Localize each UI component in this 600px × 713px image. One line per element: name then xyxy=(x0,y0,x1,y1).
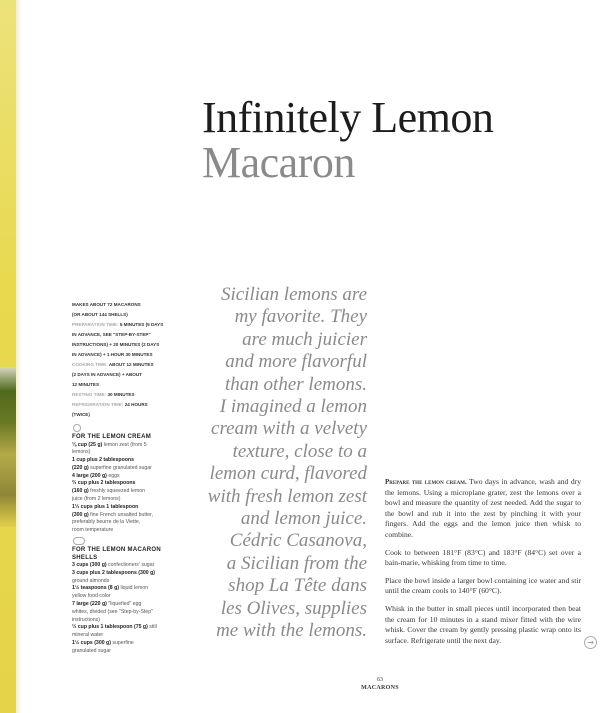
ingredient-name: still xyxy=(149,624,157,631)
meta-line xyxy=(72,310,190,320)
lemon-cream-ingredients xyxy=(72,434,190,535)
ingredient-line xyxy=(72,562,190,570)
ingredient-name: fine French unsalted butter, xyxy=(90,511,154,518)
meta-line xyxy=(72,320,190,330)
quote-line: Sicilian lemons are xyxy=(221,284,367,305)
meta-value: MAKES ABOUT 72 MACARONS xyxy=(72,302,141,307)
ingredient-line xyxy=(72,449,190,457)
meta-line xyxy=(72,340,190,350)
ingredient-name: eggs xyxy=(108,472,120,479)
meta-label: REFRIGERATION TIME: xyxy=(72,402,125,407)
quote-line: shop La Tête dans xyxy=(228,575,367,597)
ingredient-line xyxy=(72,640,190,648)
ingredient-quantity: 7 large (220 g) xyxy=(72,600,109,607)
bullet-circle-icon xyxy=(73,424,81,432)
quote-line: and lemon juice. xyxy=(240,508,367,530)
quote-line: me with the lemons. xyxy=(216,620,367,642)
ingredient-line xyxy=(72,624,190,632)
meta-line xyxy=(72,350,190,360)
ingredient-name: lemon zest (from 5 xyxy=(103,441,147,448)
meta-label: RESTING TIME: xyxy=(72,392,108,397)
ingredient-name: lemons) xyxy=(72,449,91,456)
quote-line: les Olives, supplies xyxy=(220,597,367,619)
step-text: Two days in advance, wash and dry the lemons. Using a microplane grater, zest the lemons over a bowl and measure the quantity of zest needed. Add the sugar to the bowl and rub it into the zest by pinching it with your fingers. Add the eggs and the lemon juice then whisk to combine. xyxy=(385,477,582,539)
section-name: MACARONS xyxy=(361,685,399,691)
meta-line xyxy=(72,300,190,310)
instruction-paragraph: Place the bowl inside a larger bowl containing ice water and stir until the cream cools to 140°F (60°C). xyxy=(385,575,581,596)
ingredient-name: room temperature xyxy=(72,527,114,534)
quote-line: than other lemons. xyxy=(225,373,367,395)
ingredient-line xyxy=(72,473,190,481)
quote-line: a Sicilian from the xyxy=(226,552,367,574)
ingredient-line xyxy=(72,496,190,504)
quote-line: and more flavorful xyxy=(225,351,367,373)
ingredient-quantity: ⅓ cup plus 1 tablespoon (75 g) xyxy=(72,624,150,631)
meta-value: IN ADVANCE) + 1 HOUR 30 MINUTES xyxy=(72,352,153,357)
quote-line: cream with a velvety xyxy=(211,418,367,440)
meta-value: (OR ABOUT 144 SHELLS) xyxy=(72,312,128,317)
ingredient-quantity: 1½ cups (300 g) xyxy=(72,639,113,646)
meta-line xyxy=(72,380,190,390)
ingredient-line xyxy=(72,570,190,578)
ingredient-line xyxy=(72,480,190,488)
recipe-meta xyxy=(72,300,190,420)
quote-line: lemon curd, flavored xyxy=(209,463,367,485)
ingredient-quantity: 1⅓ cups plus 1 tablespoon xyxy=(72,503,139,510)
meta-value: INSTRUCTIONS) + 20 MINUTES (2 DAYS xyxy=(72,342,160,347)
ingredient-quantity: 1 cup plus 2 tablespoons xyxy=(72,457,134,464)
ingredient-line xyxy=(72,465,190,473)
meta-line xyxy=(72,370,190,380)
ingredient-line xyxy=(72,527,190,535)
meta-value: 5 MINUTES (5 DAYS xyxy=(119,322,164,327)
ingredient-name: mineral water xyxy=(72,632,104,639)
meta-value: (TWICE) xyxy=(72,412,90,417)
ingredient-line xyxy=(72,617,190,625)
ingredient-line xyxy=(72,632,190,640)
yellow-photo-strip xyxy=(0,0,16,713)
ingredient-line xyxy=(72,648,190,656)
meta-value: ABOUT 12 MINUTES xyxy=(108,362,154,367)
meta-line xyxy=(72,390,190,400)
ingredient-name: juice (from 2 lemons) xyxy=(72,496,121,503)
ingredient-quantity: 3 cups plus 2 tablespoons (300 g) xyxy=(72,569,156,576)
meta-line xyxy=(72,410,190,420)
quote-line: I imagined a lemon xyxy=(219,396,367,418)
instruction-paragraph: Whisk in the butter in small pieces until incorporated then beat the cream for 10 minutes in a stand mixer fitted with the wire whisk. Cover the cream by gently pressing plastic wrap onto its surface. Refrigerate until the next day. xyxy=(385,603,581,645)
section-heading: FOR THE LEMON CREAM xyxy=(72,434,152,440)
quote-line: are much juicier xyxy=(242,328,367,350)
meta-value: (2 DAYS IN ADVANCE) + ABOUT xyxy=(72,372,142,377)
meta-line xyxy=(72,330,190,340)
meta-value: IN ADVANCE, SEE "STEP-BY-STEP" xyxy=(72,332,151,337)
ingredient-name: whites, divided (see "Step-by-Step" xyxy=(72,608,153,615)
meta-line xyxy=(72,360,190,370)
ingredient-line xyxy=(72,457,190,465)
meta-value: 12 MINUTES xyxy=(72,382,100,387)
ingredient-name: superfine xyxy=(112,639,134,646)
quote-line: my favorite. They xyxy=(234,306,367,328)
ingredient-quantity: ⅔ cup plus 2 tablespoons xyxy=(72,480,136,487)
ingredient-line xyxy=(72,609,190,617)
ingredient-line xyxy=(72,593,190,601)
page-gutter xyxy=(16,0,22,713)
ingredient-name: instructions) xyxy=(72,616,100,623)
quote-line: Cédric Casanova, xyxy=(229,530,367,552)
instruction-paragraph: Cook to between 181°F (83°C) and 183°F (84°C) set over a bain-marie, whisking from time to time. xyxy=(385,547,581,568)
arrow-right-circle-icon[interactable]: → xyxy=(584,636,597,649)
shell-ingredients xyxy=(72,547,190,656)
recipe-title: Infinitely Lemon xyxy=(202,93,494,142)
ingredient-name: ground almonds xyxy=(72,577,110,584)
ingredient-line xyxy=(72,442,190,450)
lemon-photo-edge xyxy=(0,367,16,527)
ingredient-name: liquid lemon xyxy=(120,585,149,592)
ingredient-quantity: (160 g) xyxy=(72,488,91,495)
ingredient-quantity: 3 cups (300 g) xyxy=(72,562,109,568)
section-heading: SHELLS xyxy=(72,554,98,561)
quote-line: with fresh lemon zest xyxy=(207,485,367,507)
section-heading: FOR THE LEMON MACARON xyxy=(72,547,161,553)
ingredient-line xyxy=(72,601,190,609)
ingredient-line xyxy=(72,488,190,496)
quote-line: texture, close to a xyxy=(232,440,367,462)
intro-quote xyxy=(195,284,367,643)
ingredient-line xyxy=(72,512,190,520)
ingredient-name: preferably beurre de la Viette, xyxy=(72,519,141,526)
ingredient-line xyxy=(72,519,190,527)
ingredient-quantity: (300 g) xyxy=(72,511,91,518)
step-heading: Prepare the lemon cream. xyxy=(385,478,467,486)
ingredient-name: freshly squeezed lemon xyxy=(90,488,145,495)
ingredient-quantity: 4 large (200 g) xyxy=(72,472,109,479)
ingredient-line xyxy=(72,504,190,512)
meta-value: 30 MINUTES xyxy=(107,392,135,397)
ingredient-name: "liquefied" egg xyxy=(108,600,142,607)
ingredient-name: granulated sugar xyxy=(72,647,111,654)
ingredient-line xyxy=(72,585,190,593)
meta-label: PREPARATION TIME: xyxy=(72,322,120,327)
instructions xyxy=(385,477,581,653)
meta-label: COOKING TIME: xyxy=(72,362,109,367)
meta-line xyxy=(72,400,190,410)
ingredient-name: yellow food color xyxy=(72,593,111,600)
instruction-paragraph xyxy=(385,477,581,541)
bullet-double-circle-icon xyxy=(73,537,85,545)
ingredient-quantity: 1½ teaspoons (8 g) xyxy=(72,585,121,592)
ingredient-quantity: ⅛ cup (25 g) xyxy=(72,441,104,448)
recipe-subtitle: Macaron xyxy=(202,138,355,187)
ingredient-quantity: (220 g) xyxy=(72,464,91,471)
ingredient-name: superfine granulated sugar xyxy=(90,464,152,471)
page-number: 63 xyxy=(377,677,383,683)
ingredient-name: confectioners' sugar xyxy=(108,562,155,568)
meta-value: 24 HOURS xyxy=(124,402,148,407)
